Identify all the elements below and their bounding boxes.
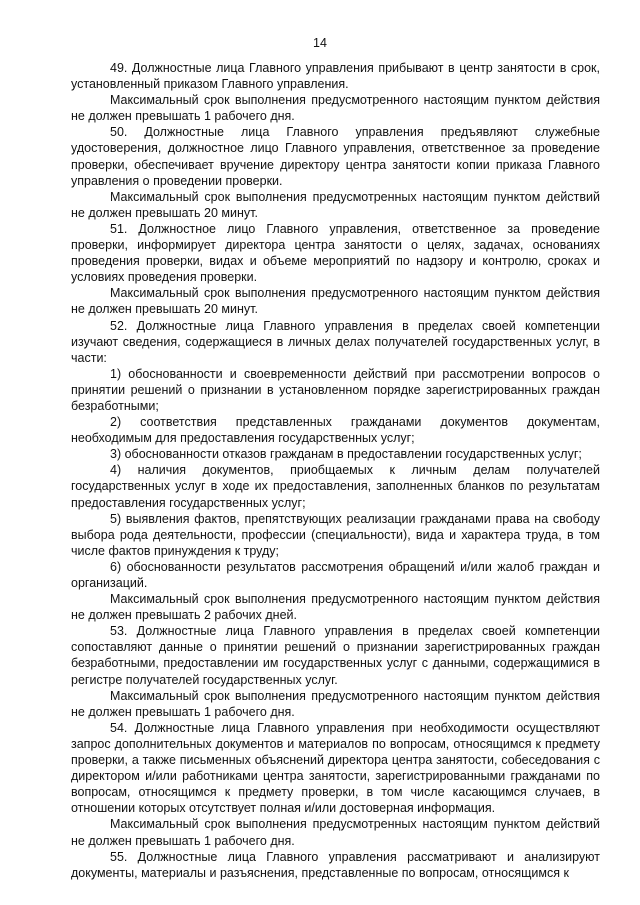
list-item-1: 1) обоснованности и своевременности действий при рассмотрении вопросов о принятии решений о признании в установленном порядке зарегистрированных граждан безработными; xyxy=(71,366,600,413)
paragraph-50-deadline: Максимальный срок выполнения предусмотренных настоящим пунктом действий не должен превышать 20 минут. xyxy=(71,189,600,220)
paragraph-49: 49. Должностные лица Главного управления прибывают в центр занятости в срок, установленный приказом Главного управления. xyxy=(71,61,600,92)
paragraph-52-deadline: Максимальный срок выполнения предусмотренного настоящим пунктом действия не должен превышать 2 рабочих дней. xyxy=(71,592,600,623)
paragraph-52: 52. Должностные лица Главного управления в пределах своей компетенции изучают сведения, содержащиеся в личных делах получателей государственных услуг, в части: xyxy=(71,318,600,365)
paragraph-50: 50. Должностные лица Главного управления предъявляют служебные удостоверения, должностное лицо Главного управления, ответственное за проведение проверки, обеспечивает вручение директору центра занятости копии приказа Главного управления о проведении проверки. xyxy=(71,125,600,188)
paragraph-53-deadline: Максимальный срок выполнения предусмотренного настоящим пунктом действия не должен превышать 1 рабочего дня. xyxy=(71,688,600,719)
document-body xyxy=(71,60,600,881)
paragraph-54-deadline: Максимальный срок выполнения предусмотренных настоящим пунктом действий не должен превышать 1 рабочего дня. xyxy=(71,817,600,848)
paragraph-54: 54. Должностные лица Главного управления при необходимости осуществляют запрос дополнительных документов и материалов по вопросам, относящимся к предмету проверки, а также письменных объяснений директора центра занятости, собеседования с директором и/или работниками центра занятости, зарегистрированными гражданами по вопросам, относящимся к предмету проверки, в том числе касающимся случаев, в отношении которых отсутствует полная и/или достоверная информация. xyxy=(71,720,600,816)
list-item-2: 2) соответствия представленных гражданами документов документам, необходимым для предоставления государственных услуг; xyxy=(71,415,600,446)
list-item-4: 4) наличия документов, приобщаемых к личным делам получателей государственных услуг в ходе их предоставления, заполненных бланков по результатам предоставления государственных услуг; xyxy=(71,463,600,510)
list-item-5: 5) выявления фактов, препятствующих реализации гражданами права на свободу выбора рода деятельности, профессии (специальности), вида и характера труда, в том числе фактов принуждения к труду; xyxy=(71,511,600,558)
paragraph-53: 53. Должностные лица Главного управления в пределах своей компетенции сопоставляют данные о принятии решений о признании зарегистрированных граждан безработными, предоставлении им государственных услуг с данными, содержащимися в регистре получателей государственных услуг. xyxy=(71,624,600,687)
paragraph-55: 55. Должностные лица Главного управления рассматривают и анализируют документы, материалы и разъяснения, представленные по вопросам, относящимся к xyxy=(71,849,600,880)
page-number: 14 xyxy=(313,36,327,50)
paragraph-51: 51. Должностное лицо Главного управления, ответственное за проведение проверки, информирует директора центра занятости о целях, задачах, основаниях проведения проверки, видах и объеме мероприятий по надзору и контролю, сроках и условиях проведения проверки. xyxy=(71,221,600,285)
paragraph-49-deadline: Максимальный срок выполнения предусмотренного настоящим пунктом действия не должен превышать 1 рабочего дня. xyxy=(71,93,600,124)
paragraph-51-deadline: Максимальный срок выполнения предусмотренного настоящим пунктом действия не должен превышать 20 минут. xyxy=(71,286,600,317)
list-item-3: 3) обоснованности отказов гражданам в предоставлении государственных услуг; xyxy=(110,447,582,462)
list-item-6: 6) обоснованности результатов рассмотрения обращений и/или жалоб граждан и организаций. xyxy=(71,559,600,590)
